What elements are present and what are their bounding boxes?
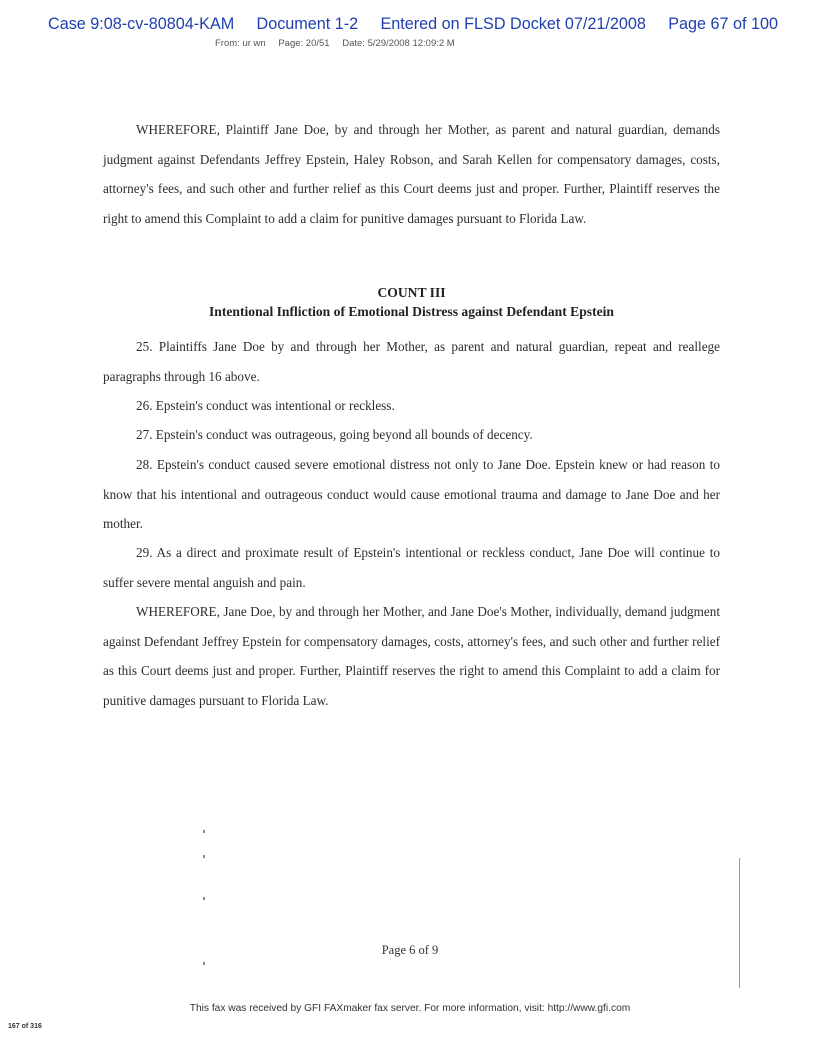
wherefore-paragraph-2: WHEREFORE, Jane Doe, by and through her Mother, and Jane Doe's Mother, individually, demand judgment against Defendant Jeffrey Epstein for compensatory damages, costs, attorney's fees, and such other and further relief as this Court deems just and proper. Further, Plaintiff reserves the right to amend this Complaint to add a claim for punitive damages pursuant to Florida Law.: [103, 604, 720, 708]
document-number: Document 1-2: [256, 15, 359, 33]
count-number: COUNT III: [377, 285, 446, 300]
scan-margin-line: [739, 858, 740, 988]
fax-from: From: ur wn: [215, 38, 266, 49]
paragraph-26: 26. Epstein's conduct was intentional or reckless.: [136, 398, 395, 413]
fax-page: Page: 20/51: [278, 38, 330, 49]
wherefore-paragraph-1: WHEREFORE, Plaintiff Jane Doe, by and through her Mother, as parent and natural guardian, demands judgment against Defendants Jeffrey Epstein, Haley Robson, and Sarah Kellen for compensatory damages, costs, attorney's fees, and such other and further relief as this Court deems just and proper. Further, Plaintiff reserves the right to amend this Complaint to add a claim for punitive damages pursuant to Florida Law.: [103, 122, 720, 226]
page-count: 167 of 316: [8, 1023, 42, 1030]
scan-mark: [203, 830, 205, 833]
docket-page: Page 67 of 100: [668, 15, 778, 33]
scan-mark: [203, 962, 205, 965]
fax-header: [215, 38, 465, 49]
docket-entry: Entered on FLSD Docket 07/21/2008: [380, 15, 646, 33]
paragraph-27: 27. Epstein's conduct was outrageous, going beyond all bounds of decency.: [136, 427, 533, 442]
page-number: Page 6 of 9: [381, 943, 439, 957]
paragraph-25: 25. Plaintiffs Jane Doe by and through her Mother, as parent and natural guardian, repeat and reallege paragraphs through 16 above.: [103, 339, 720, 384]
paragraph-28: 28. Epstein's conduct caused severe emotional distress not only to Jane Doe. Epstein knew or had reason to know that his intentional and outrageous conduct would cause emotional trauma and damage to Jane Doe and her mother.: [103, 457, 720, 531]
paragraph-29: 29. As a direct and proximate result of Epstein's intentional or reckless conduct, Jane Doe will continue to suffer severe mental anguish and pain.: [103, 545, 720, 590]
count-title: Intentional Infliction of Emotional Distress against Defendant Epstein: [209, 304, 614, 319]
fax-date: Date: 5/29/2008 12:09:2 M: [342, 38, 455, 49]
docket-header: [48, 15, 778, 34]
case-number: Case 9:08-cv-80804-KAM: [48, 15, 235, 33]
scan-mark: [203, 897, 205, 900]
scan-mark: [203, 855, 205, 858]
fax-footer: This fax was received by GFI FAXmaker fax server. For more information, visit: http://www.gfi.com: [189, 1003, 631, 1014]
